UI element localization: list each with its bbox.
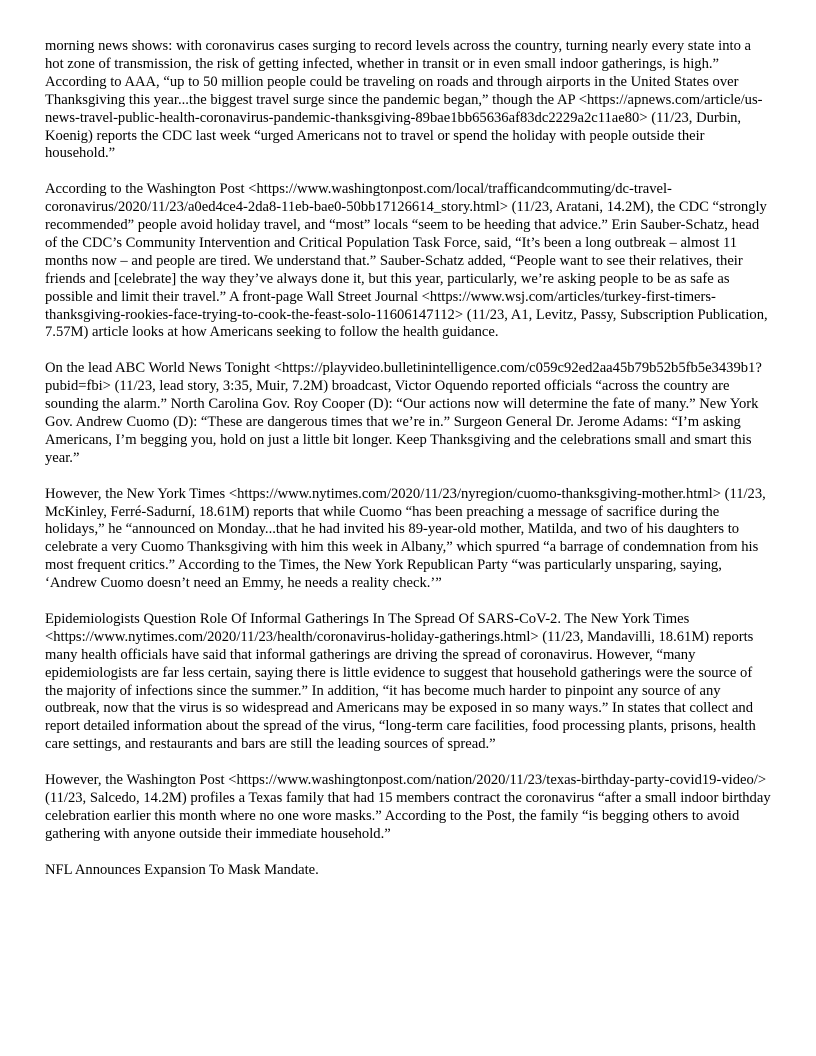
paragraph-texas-birthday: However, the Washington Post <https://www.washingtonpost.com/nation/2020/11/23/texas-birthday-party-covid19-video/> (11/23, Salcedo, 14.2M) profiles a Texas family that had 15 members contract the coronavirus “after a small indoor birthday celebration earlier this month where no one wore masks.” According to the Post, the family “is begging others to avoid gathering with anyone outside their immediate household.” xyxy=(45,772,771,842)
headline-nfl-mask-mandate: NFL Announces Expansion To Mask Mandate. xyxy=(45,861,319,878)
paragraph-travel-surge: morning news shows: with coronavirus cases surging to record levels across the country, turning nearly every state into a hot zone of transmission, the risk of getting infected, whether in transit or in even small indoor gatherings, is high.” According to AAA, “up to 50 million people could be traveling on roads and through airports in the United States over Thanksgiving this year...the biggest travel surge since the pandemic began,” though the AP <https://apnews.com/article/us-news-travel-public-health-coronavirus-pandemic-thanksgiving-89bae1bb65636af83dc2229a2c11ae80> (11/23, Durbin, Koenig) reports the CDC last week “urged Americans not to travel or spend the holiday with people outside their household.” xyxy=(45,38,763,162)
paragraph-abc-world-news: On the lead ABC World News Tonight <https://playvideo.bulletinintelligence.com/c059c92ed2aa45b79b52b5fb5e3439b1?pubid=fbi> (11/23, lead story, 3:35, Muir, 7.2M) broadcast, Victor Oquendo reported officials “across the country are sounding the alarm.” North Carolina Gov. Roy Cooper (D): “Our actions now will determine the fate of many.” New York Gov. Andrew Cuomo (D): “These are dangerous times that we’re in.” Surgeon General Dr. Jerome Adams: “I’m asking Americans, I’m begging you, hold on just a little bit longer. Keep Thanksgiving and the celebrations small and smart this year.” xyxy=(45,360,762,466)
paragraph-washington-post-cdc: According to the Washington Post <https://www.washingtonpost.com/local/trafficandcommuting/dc-travel-coronavirus/2020/11/23/a0ed4ce4-2da8-11eb-bae0-50bb17126614_story.html> (11/23, Aratani, 14.2M), the CDC “strongly recommended” people avoid holiday travel, and “most” locals “seem to be heeding that advice.” Erin Sauber-Schatz, head of the CDC’s Community Intervention and Critical Population Task Force, said, “It’s been a long outbreak – almost 11 months now – and people are tired. We understand that.” Sauber-Schatz added, “People want to see their relatives, their friends and [celebrate] the way they’ve always done it, but this year, particularly, we’re asking people to be as safe as possible and limit their travel.” A front-page Wall Street Journal <https://www.wsj.com/articles/turkey-first-timers-thanksgiving-rookies-face-trying-to-cook-the-feast-solo-11606147112> (11/23, A1, Levitz, Passy, Subscription Publication, 7.57M) article looks at how Americans seeking to follow the health guidance. xyxy=(45,181,768,341)
document-page xyxy=(45,38,773,897)
paragraph-nyt-cuomo: However, the New York Times <https://www.nytimes.com/2020/11/23/nyregion/cuomo-thanksgiving-mother.html> (11/23, McKinley, Ferré-Sadurní, 18.61M) reports that while Cuomo “has been preaching a message of sacrifice during the holidays,” he “announced on Monday...that he had invited his 89-year-old mother, Matilda, and two of his daughters to celebrate a very Cuomo Thanksgiving with him this week in Albany,” which spurred “a barrage of condemnation from his most frequent critics.” According to the Times, the New York Republican Party “was particularly unsparing, saying, ‘Andrew Cuomo doesn’t need an Emmy, he needs a reality check.’” xyxy=(45,485,766,592)
paragraph-epidemiologists: Epidemiologists Question Role Of Informal Gatherings In The Spread Of SARS-CoV-2. The New York Times <https://www.nytimes.com/2020/11/23/health/coronavirus-holiday-gatherings.html> (11/23, Mandavilli, 18.61M) reports many health officials have said that informal gatherings are driving the spread of coronavirus. However, “many epidemiologists are far less certain, saying there is little evidence to suggest that household gatherings were the source of the majority of infections since the summer.” In addition, “it has become much harder to pinpoint any source of any outbreak, now that the virus is so widespread and Americans may be exposed in so many ways.” In states that collect and report detailed information about the spread of the virus, “long-term care facilities, food processing plants, prisons, health care settings, and restaurants and bars are still the leading sources of spread.” xyxy=(45,610,756,753)
